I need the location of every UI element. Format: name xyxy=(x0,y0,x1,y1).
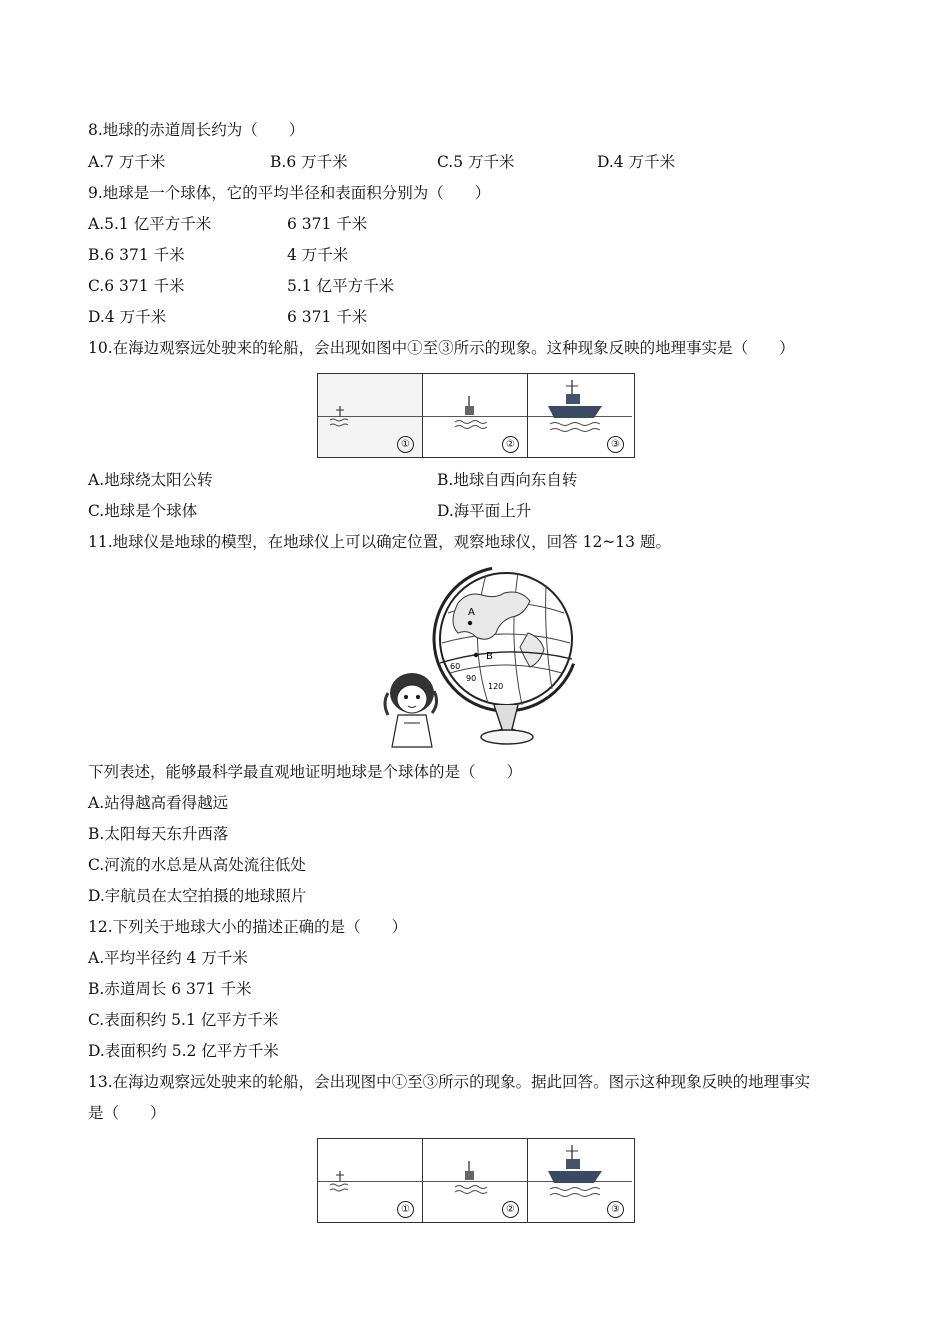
q8-stem: 8.地球的赤道周长约为（ ） xyxy=(88,121,305,139)
q11-option-c: C.河流的水总是从高处流往低处 xyxy=(88,856,306,874)
q8-option-a: A.7 万千米 xyxy=(88,153,166,171)
ship-full-icon xyxy=(542,1143,612,1203)
ship-figure-q10 xyxy=(317,373,635,458)
ship-panel-2-q13 xyxy=(423,1139,528,1222)
q9-option-c-second: 5.1 亿平方千米 xyxy=(287,277,395,295)
globe-label-a: A xyxy=(468,607,475,618)
ship-partial-icon xyxy=(445,392,505,432)
ship-figure-q13 xyxy=(317,1138,635,1223)
q11-option-d: D.宇航员在太空拍摄的地球照片 xyxy=(88,887,307,905)
ship-full-icon xyxy=(542,378,612,438)
q11-stem: 11.地球仪是地球的模型，在地球仪上可以确定位置，观察地球仪，回答 12~13 题。 xyxy=(88,533,671,551)
q13-stem-line1: 13.在海边观察远处驶来的轮船，会出现图中①至③所示的现象。据此回答。图示这种现象反映的地理事实 xyxy=(88,1073,811,1091)
panel-number-3: ③ xyxy=(607,1201,624,1218)
globe-label-90: 90 xyxy=(466,674,477,683)
q11-option-a: A.站得越高看得越远 xyxy=(88,794,229,812)
q9-option-a: A.5.1 亿平方千米 xyxy=(88,215,212,233)
ship-mast-icon xyxy=(328,400,358,430)
q10-option-d: D.海平面上升 xyxy=(437,502,532,520)
q9-option-d: D.4 万千米 xyxy=(88,308,167,326)
ship-panel-3 xyxy=(528,374,632,457)
q12-stem: 12.下列关于地球大小的描述正确的是（ ） xyxy=(88,918,408,936)
q9-option-d-second: 6 371 千米 xyxy=(287,308,368,326)
ship-panel-3-q13 xyxy=(528,1139,632,1222)
globe-label-b: B xyxy=(486,651,493,662)
q8-option-c: C.5 万千米 xyxy=(437,153,515,171)
q11-sub-stem: 下列表述，能够最科学最直观地证明地球是个球体的是（ ） xyxy=(88,763,523,781)
globe-point-b xyxy=(474,653,478,657)
globe-label-60: 60 xyxy=(450,662,461,671)
q12-option-d: D.表面积约 5.2 亿平方千米 xyxy=(88,1042,279,1060)
panel-number-1: ① xyxy=(397,436,414,453)
q12-option-b: B.赤道周长 6 371 千米 xyxy=(88,980,252,998)
q10-stem: 10.在海边观察远处驶来的轮船，会出现如图中①至③所示的现象。这种现象反映的地理事实是（ ） xyxy=(88,339,795,357)
q11-option-b: B.太阳每天东升西落 xyxy=(88,825,229,843)
globe-point-a xyxy=(468,621,472,625)
ship-panel-2 xyxy=(423,374,528,457)
ship-panel-1-q13 xyxy=(318,1139,423,1222)
panel-number-2: ② xyxy=(502,1201,519,1218)
ship-panel-1 xyxy=(318,374,423,457)
ship-mast-icon xyxy=(328,1165,358,1195)
q9-option-b-second: 4 万千米 xyxy=(287,246,349,264)
q13-stem-line2: 是（ ） xyxy=(88,1104,166,1122)
q8-option-b: B.6 万千米 xyxy=(270,153,348,171)
q9-stem: 9.地球是一个球体，它的平均半径和表面积分别为（ ） xyxy=(88,184,491,202)
q10-option-b: B.地球自西向东自转 xyxy=(437,471,578,489)
q12-option-c: C.表面积约 5.1 亿平方千米 xyxy=(88,1011,279,1029)
panel-number-2: ② xyxy=(502,436,519,453)
q8-option-d: D.4 万千米 xyxy=(597,153,676,171)
panel-number-3: ③ xyxy=(607,436,624,453)
q10-option-a: A.地球绕太阳公转 xyxy=(88,471,213,489)
girl-figure xyxy=(385,673,437,747)
q9-option-c: C.6 371 千米 xyxy=(88,277,185,295)
q10-option-c: C.地球是个球体 xyxy=(88,502,198,520)
globe-label-120: 120 xyxy=(488,682,504,691)
globe-illustration xyxy=(368,563,588,753)
q12-option-a: A.平均半径约 4 万千米 xyxy=(88,949,248,967)
panel-number-1: ① xyxy=(397,1201,414,1218)
q9-option-b: B.6 371 千米 xyxy=(88,246,185,264)
q9-option-a-second: 6 371 千米 xyxy=(287,215,368,233)
ship-partial-icon xyxy=(445,1157,505,1197)
